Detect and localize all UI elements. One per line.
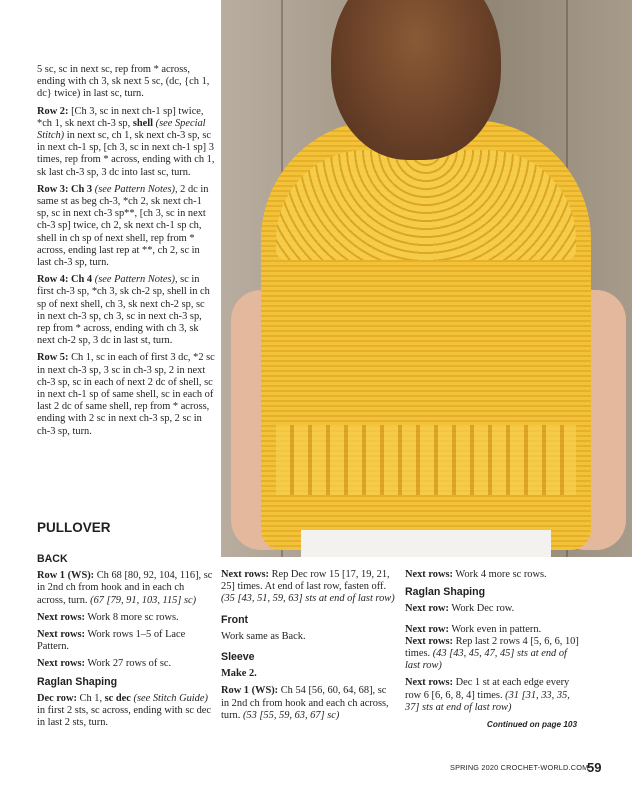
dec-row: Dec row: Ch 1, sc dec (see Stitch Guide) in first 2 sts, sc across, ending with sc dec in last 2 sts, turn.: [37, 692, 212, 729]
make-two: Make 2.: [221, 668, 257, 680]
lace-row4: Row 4: Ch 4 (see Pattern Notes), sc in first ch-3 sp, *ch 3, sk ch-2 sp, shell in ch sp of next shell, ch 3, sk next ch-2 sp, sc in next ch-3 sp, ch 3, sc in next ch-3 sp, rep from * across, ending with ch 3, sk next ch-2 sp, 3 dc in last st, turn.: [37, 274, 210, 347]
continued-note: Continued on page 103: [486, 720, 577, 730]
hair: [331, 0, 501, 160]
sleeve-next-rows-2: Next rows: Rep last 2 rows 4 [5, 6, 6, 10] times. (43 [43, 45, 47, 45] sts at end of last row): [405, 635, 579, 672]
front-heading: Front: [221, 613, 249, 626]
lace-band: [276, 425, 576, 495]
pullover-photo: [221, 0, 632, 557]
front-text: Work same as Back.: [221, 630, 306, 642]
pullover-heading: PULLOVER: [37, 520, 111, 535]
pullover-heading-block: [37, 522, 215, 539]
back-next-rows-2: Next rows: Work rows 1–5 of Lace Pattern.: [37, 629, 186, 653]
back-next-rows-3: Next rows: Work 27 rows of sc.: [37, 658, 172, 670]
back-heading: BACK: [37, 553, 68, 565]
column-1-lower: [37, 553, 215, 734]
lace-row2: Row 2: [Ch 3, sc in next ch-1 sp] twice, *ch 1, sk next ch-3 sp, shell (see Special Stitch) in next sc, ch 1, sk next ch-3 sp, sc in next ch-1 sp, [ch 3, sc in next ch-1 sp] 3 times, rep from * across, ending with ch 1, sk last ch-3 sp, 3 dc into last sc, turn.: [37, 105, 215, 178]
sleeve-heading: Sleeve: [221, 651, 255, 664]
sleeve-next-rows-1: Next rows: Work 4 more sc rows.: [405, 569, 547, 580]
back-next-rows-1: Next rows: Work 8 more sc rows.: [37, 611, 179, 623]
column-3: [405, 569, 581, 736]
raglan-heading-sleeve: Raglan Shaping: [405, 586, 486, 599]
back-row1: Row 1 (WS): Ch 68 [80, 92, 104, 116], sc in 2nd ch from hook and in each ch across, turn. (67 [79, 91, 103, 115] sc): [37, 570, 213, 606]
footer-issue: SPRING 2020 CROCHET-WORLD.COM: [450, 763, 589, 772]
sleeve-row1: Row 1 (WS): Ch 54 [56, 60, 64, 68], sc in 2nd ch from hook and each ch across, turn. (53 [55, 59, 63, 67] sc): [221, 685, 389, 721]
raglan-heading-back: Raglan Shaping: [37, 675, 118, 688]
sleeve-next-row-1: Next row: Work Dec row.: [405, 603, 515, 615]
column-2: [221, 569, 397, 727]
lace-row3: Row 3: Ch 3 (see Pattern Notes), 2 dc in same st as beg ch-3, *ch 2, sk next ch-1 sp, sc in next ch-3 sp**, [ch 3, sc in next ch-3 sp] twice, ch 2, sk next ch-1 sp ch, shell in ch sp of next shell, rep from * across, ending last rep at **, ch 2, sc in last ch-3 sp, turn.: [37, 183, 209, 269]
white-pants: [301, 530, 551, 557]
back-next-rows-dec: Next rows: Rep Dec row 15 [17, 19, 21, 25] times. At end of last row, fasten off. (35 [43, 51, 59, 63] sts at end of last row): [221, 569, 395, 605]
lace-yoke: [276, 150, 576, 260]
sleeve-next-row-2: Next row: Work even in pattern.: [405, 623, 542, 635]
sleeve-next-rows-3: Next rows: Dec 1 st at each edge every row 6 [6, 6, 8, 4] times. (31 [31, 33, 35, 37] sts at end of last row): [405, 677, 570, 713]
column-1: [37, 64, 215, 443]
lace-row1-cont: 5 sc, sc in next sc, rep from * across, ending with ch 3, sk next 5 sc, (dc, {ch 1, dc} twice) in last sc, turn.: [37, 64, 210, 100]
page-number: 59: [587, 760, 602, 775]
lace-row5: Row 5: Ch 1, sc in each of first 3 dc, *2 sc in next ch-3 sp, 3 sc in ch-3 sp, 2 in next ch-3 sp, sc in each of next 2 dc of shell, sc in next ch-1 sp of same shell, sc in each of last 2 dc of same shell, rep from * across, ending with 2 sc in next ch-3 sp, 2 sc in ch-3 sp, turn.: [37, 352, 215, 437]
